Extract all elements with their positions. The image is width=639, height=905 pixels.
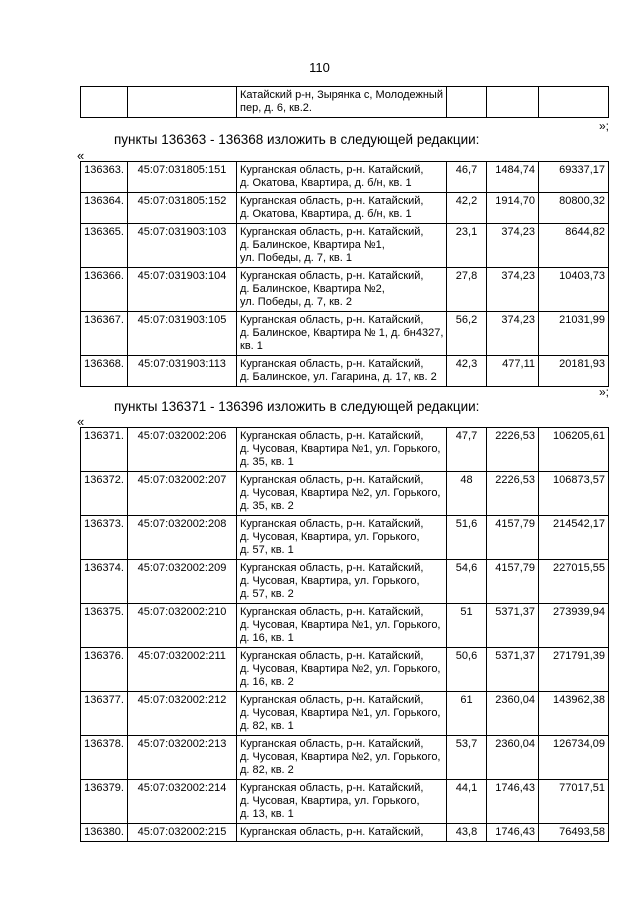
- rate-cell: 477,11: [487, 356, 539, 387]
- total-cell: 106873,57: [539, 472, 609, 516]
- area-cell: 43,8: [447, 824, 487, 842]
- total-cell: 273939,94: [539, 604, 609, 648]
- rate-cell: 1746,43: [487, 780, 539, 824]
- address-line: ул. Победы, д. 7, кв. 1: [240, 252, 352, 264]
- address-cell: [237, 516, 447, 560]
- address-cell: [237, 224, 447, 268]
- item-number-cell: 136374.: [81, 560, 128, 604]
- address-line: д. Чусовая, Квартира, ул. Горького,: [240, 575, 420, 587]
- area-cell: 46,7: [447, 162, 487, 193]
- address-line: Курганская область, р-н. Катайский,: [240, 694, 424, 706]
- total-cell: 10403,73: [539, 268, 609, 312]
- address-line: д. Балинское, Квартира №1,: [240, 239, 385, 251]
- table-row: [81, 193, 609, 224]
- total-cell: 80800,32: [539, 193, 609, 224]
- address-line: д. 57, кв. 2: [240, 588, 294, 600]
- cadastral-number-cell: 45:07:032002:210: [128, 604, 237, 648]
- address-line: д. Чусовая, Квартира, ул. Горького,: [240, 531, 420, 543]
- address-cell: [237, 356, 447, 387]
- cadastral-number-cell: 45:07:031805:151: [128, 162, 237, 193]
- page-number: 110: [309, 60, 330, 75]
- item-number-cell: 136372.: [81, 472, 128, 516]
- area-cell: 54,6: [447, 560, 487, 604]
- total-cell: 227015,55: [539, 560, 609, 604]
- cadastral-number-cell: 45:07:031805:152: [128, 193, 237, 224]
- item-number-cell: [81, 87, 128, 118]
- table-136371-136396: [80, 427, 609, 842]
- rate-cell: 1746,43: [487, 824, 539, 842]
- rate-cell: [487, 87, 539, 118]
- item-number-cell: 136373.: [81, 516, 128, 560]
- rate-cell: 2360,04: [487, 692, 539, 736]
- cadastral-number-cell: 45:07:031903:104: [128, 268, 237, 312]
- total-cell: 271791,39: [539, 648, 609, 692]
- area-cell: 51: [447, 604, 487, 648]
- total-cell: 69337,17: [539, 162, 609, 193]
- table-row: [81, 224, 609, 268]
- rate-cell: 1914,70: [487, 193, 539, 224]
- address-line: д. Чусовая, Квартира №1, ул. Горького,: [240, 443, 441, 455]
- rate-cell: 4157,79: [487, 516, 539, 560]
- address-line: Курганская область, р-н. Катайский,: [240, 270, 424, 282]
- table-row: [81, 648, 609, 692]
- address-line: д. 16, кв. 1: [240, 632, 294, 644]
- address-cell: [237, 648, 447, 692]
- address-line: д. Чусовая, Квартира №2, ул. Горького,: [240, 487, 441, 499]
- total-cell: 126734,09: [539, 736, 609, 780]
- table-row: [81, 780, 609, 824]
- total-cell: 214542,17: [539, 516, 609, 560]
- table-row: [81, 736, 609, 780]
- address-line: д. 57, кв. 1: [240, 544, 294, 556]
- rate-cell: 2226,53: [487, 428, 539, 472]
- area-cell: 56,2: [447, 312, 487, 356]
- address-cell: [237, 428, 447, 472]
- item-number-cell: 136378.: [81, 736, 128, 780]
- table-136363-136368: [80, 161, 609, 387]
- address-line: д. Балинское, ул. Гагарина, д. 17, кв. 2: [240, 371, 437, 383]
- address-line: д. 82, кв. 1: [240, 720, 294, 732]
- item-number-cell: 136379.: [81, 780, 128, 824]
- address-line: д. Чусовая, Квартира №2, ул. Горького,: [240, 751, 441, 763]
- table-row: [81, 356, 609, 387]
- address-cell: [237, 824, 447, 842]
- address-line: пер, д. 6, кв.2.: [240, 102, 312, 114]
- cadastral-number-cell: 45:07:032002:213: [128, 736, 237, 780]
- rate-cell: 374,23: [487, 224, 539, 268]
- table-row: [81, 560, 609, 604]
- item-number-cell: 136364.: [81, 193, 128, 224]
- address-line: д. Окатова, Квартира, д. б/н, кв. 1: [240, 177, 412, 189]
- opening-quote: «: [77, 148, 85, 163]
- rate-cell: 374,23: [487, 268, 539, 312]
- address-line: Курганская область, р-н. Катайский,: [240, 782, 424, 794]
- item-number-cell: 136365.: [81, 224, 128, 268]
- address-line: Курганская область, р-н. Катайский,: [240, 430, 424, 442]
- total-cell: 21031,99: [539, 312, 609, 356]
- cadastral-number-cell: 45:07:032002:209: [128, 560, 237, 604]
- cadastral-number-cell: 45:07:032002:206: [128, 428, 237, 472]
- opening-quote: «: [77, 414, 85, 429]
- address-line: д. Чусовая, Квартира, ул. Горького,: [240, 795, 420, 807]
- total-cell: 20181,93: [539, 356, 609, 387]
- item-number-cell: 136367.: [81, 312, 128, 356]
- cadastral-number-cell: 45:07:032002:214: [128, 780, 237, 824]
- address-cell: [237, 560, 447, 604]
- address-line: д. Окатова, Квартира, д. б/н, кв. 1: [240, 208, 412, 220]
- rate-cell: 5371,37: [487, 604, 539, 648]
- address-cell: [237, 780, 447, 824]
- address-cell: [237, 472, 447, 516]
- address-line: д. 16, кв. 2: [240, 676, 294, 688]
- table-row: [81, 87, 609, 118]
- table-row: [81, 428, 609, 472]
- cadastral-number-cell: 45:07:032002:208: [128, 516, 237, 560]
- address-cell: [237, 193, 447, 224]
- item-number-cell: 136366.: [81, 268, 128, 312]
- address-line: д. 82, кв. 2: [240, 764, 294, 776]
- table-row: [81, 162, 609, 193]
- table-row: [81, 472, 609, 516]
- address-cell: [237, 604, 447, 648]
- table-row: [81, 516, 609, 560]
- address-line: Курганская область, р-н. Катайский,: [240, 314, 424, 326]
- address-line: Курганская область, р-н. Катайский,: [240, 650, 424, 662]
- address-cell: [237, 87, 447, 118]
- address-cell: [237, 312, 447, 356]
- rate-cell: 374,23: [487, 312, 539, 356]
- total-cell: 76493,58: [539, 824, 609, 842]
- address-cell: [237, 162, 447, 193]
- cadastral-number-cell: 45:07:032002:207: [128, 472, 237, 516]
- table-row: [81, 268, 609, 312]
- cadastral-number-cell: 45:07:031903:113: [128, 356, 237, 387]
- address-cell: [237, 692, 447, 736]
- top-table: [80, 86, 609, 118]
- address-line: д. 35, кв. 2: [240, 500, 294, 512]
- rate-cell: 2360,04: [487, 736, 539, 780]
- closing-quote: »;: [598, 385, 609, 399]
- address-line: Курганская область, р-н. Катайский,: [240, 738, 424, 750]
- item-number-cell: 136376.: [81, 648, 128, 692]
- cadastral-number-cell: 45:07:032002:211: [128, 648, 237, 692]
- total-cell: 77017,51: [539, 780, 609, 824]
- cadastral-number-cell: [128, 87, 237, 118]
- address-cell: [237, 268, 447, 312]
- area-cell: 53,7: [447, 736, 487, 780]
- cadastral-number-cell: 45:07:032002:215: [128, 824, 237, 842]
- address-line: д. 35, кв. 1: [240, 456, 294, 468]
- address-line: Курганская область, р-н. Катайский,: [240, 518, 424, 530]
- table-row: [81, 692, 609, 736]
- area-cell: 42,3: [447, 356, 487, 387]
- address-line: ул. Победы, д. 7, кв. 2: [240, 296, 352, 308]
- area-cell: 42,2: [447, 193, 487, 224]
- address-line: Курганская область, р-н. Катайский,: [240, 226, 424, 238]
- area-cell: 27,8: [447, 268, 487, 312]
- cadastral-number-cell: 45:07:032002:212: [128, 692, 237, 736]
- address-line: Курганская область, р-н. Катайский,: [240, 562, 424, 574]
- item-number-cell: 136375.: [81, 604, 128, 648]
- instruction-text: пункты 136371 - 136396 изложить в следующей редакции:: [114, 399, 480, 414]
- address-line: Курганская область, р-н. Катайский,: [240, 358, 424, 370]
- area-cell: [447, 87, 487, 118]
- table-row: [81, 312, 609, 356]
- total-cell: 106205,61: [539, 428, 609, 472]
- cadastral-number-cell: 45:07:031903:105: [128, 312, 237, 356]
- address-line: Курганская область, р-н. Катайский,: [240, 195, 424, 207]
- address-line: Курганская область, р-н. Катайский,: [240, 826, 424, 838]
- total-cell: 143962,38: [539, 692, 609, 736]
- address-line: кв. 1: [240, 340, 263, 352]
- address-line: Катайский р-н, Зырянка с, Молодежный: [240, 89, 443, 101]
- area-cell: 61: [447, 692, 487, 736]
- area-cell: 51,6: [447, 516, 487, 560]
- rate-cell: 1484,74: [487, 162, 539, 193]
- rate-cell: 5371,37: [487, 648, 539, 692]
- address-line: д. Чусовая, Квартира №1, ул. Горького,: [240, 619, 441, 631]
- address-line: д. 13, кв. 1: [240, 808, 294, 820]
- item-number-cell: 136380.: [81, 824, 128, 842]
- address-line: д. Чусовая, Квартира №1, ул. Горького,: [240, 707, 441, 719]
- area-cell: 50,6: [447, 648, 487, 692]
- table-row: [81, 604, 609, 648]
- address-line: д. Балинское, Квартира № 1, д. бн4327,: [240, 327, 444, 339]
- address-line: д. Чусовая, Квартира №2, ул. Горького,: [240, 663, 441, 675]
- area-cell: 47,7: [447, 428, 487, 472]
- area-cell: 48: [447, 472, 487, 516]
- total-cell: [539, 87, 609, 118]
- item-number-cell: 136371.: [81, 428, 128, 472]
- area-cell: 23,1: [447, 224, 487, 268]
- table-row: [81, 824, 609, 842]
- address-line: д. Балинское, Квартира №2,: [240, 283, 385, 295]
- item-number-cell: 136368.: [81, 356, 128, 387]
- instruction-text: пункты 136363 - 136368 изложить в следующей редакции:: [114, 132, 480, 147]
- rate-cell: 4157,79: [487, 560, 539, 604]
- item-number-cell: 136377.: [81, 692, 128, 736]
- closing-quote: »;: [598, 119, 609, 133]
- address-line: Курганская область, р-н. Катайский,: [240, 474, 424, 486]
- address-line: Курганская область, р-н. Катайский,: [240, 606, 424, 618]
- address-cell: [237, 736, 447, 780]
- item-number-cell: 136363.: [81, 162, 128, 193]
- area-cell: 44,1: [447, 780, 487, 824]
- rate-cell: 2226,53: [487, 472, 539, 516]
- cadastral-number-cell: 45:07:031903:103: [128, 224, 237, 268]
- address-line: Курганская область, р-н. Катайский,: [240, 164, 424, 176]
- total-cell: 8644,82: [539, 224, 609, 268]
